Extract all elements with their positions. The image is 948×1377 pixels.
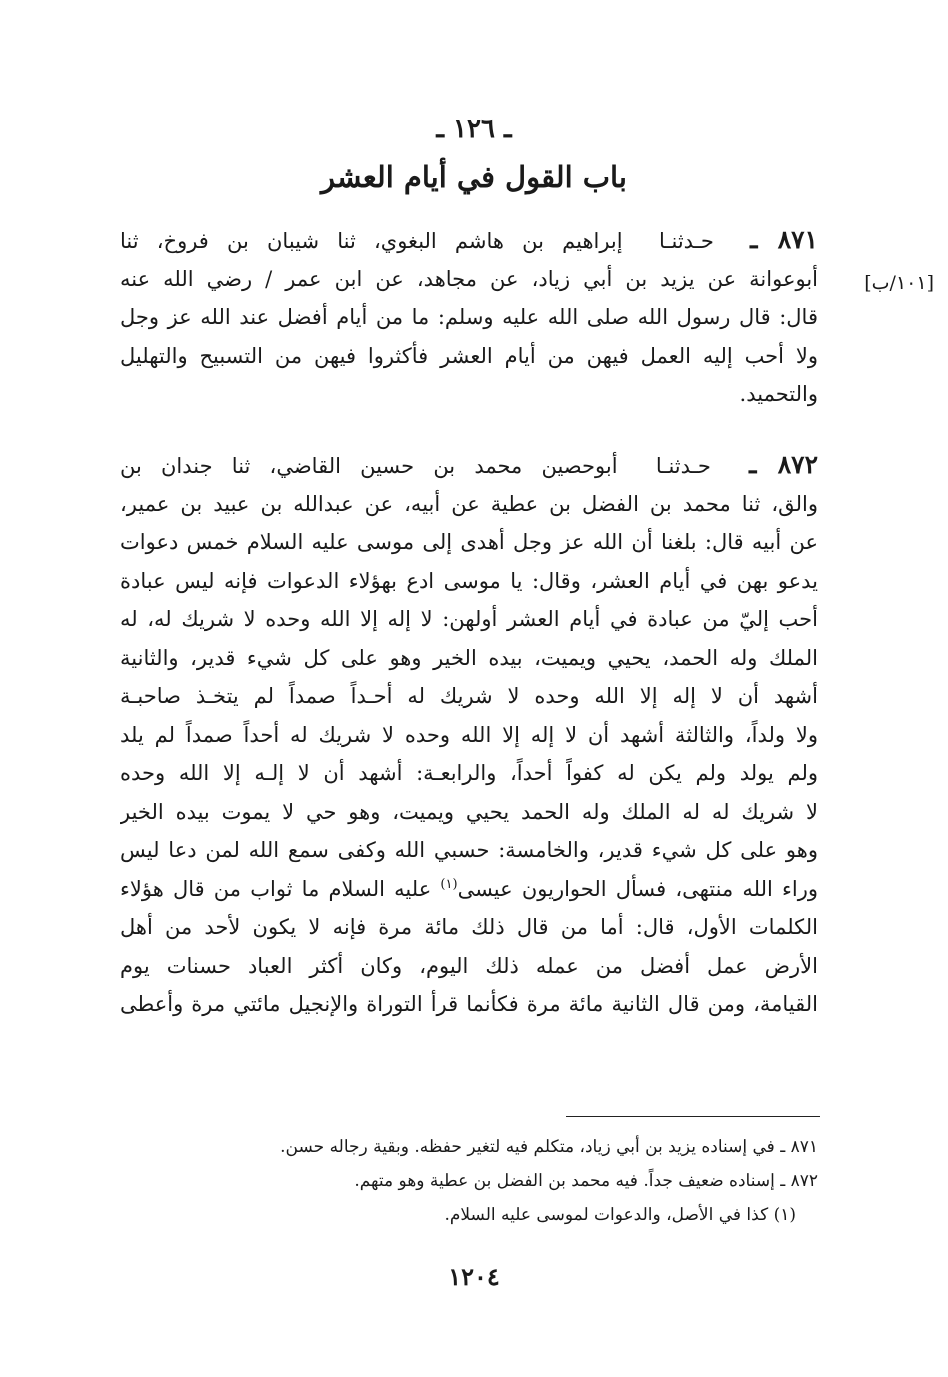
footnote-marker[interactable]: (١): [440, 876, 458, 892]
hadith-871-number: ٨٧١ ـ: [750, 225, 818, 254]
hadith-872-line-1: [120, 446, 818, 485]
hadith-872-line-15: القيامة، ومن قال الثانية مائة مرة فكأنما قرأ التوراة والإنجيل مائتي مرة وأعطى: [120, 992, 818, 1016]
hadith-871: [120, 221, 818, 414]
hadith-872-line-6: الملك وله الحمد، يحيي ويميت، بيده الخير وهو على كل شيء قدير، والثانية: [120, 645, 818, 670]
hadith-872-line-2: والق، ثنا محمد بن الفضل بن عطية عن أبيه، عن عبدالله بن عبيد بن عمير،: [120, 491, 818, 516]
hadith-871-line-4: ولا أحب إليه العمل فيهن من أيام العشر فأكثروا فيهن من التسبيح والتهليل: [120, 343, 818, 368]
hadith-872-line-5: أحب إليّ من عبادة في أيام العشر أولهن: لا إله إلا الله وحده لا شريك له، له: [120, 607, 818, 631]
footnote-1: (١) كذا في الأصل، والدعوات لموسى عليه السلام.: [444, 1205, 796, 1225]
section-number: ـ ١٢٦ ـ: [436, 114, 512, 144]
hadith-871-line-2: أبوعوانة عن يزيد بن أبي زياد، عن مجاهد، عن ابن عمر / رضي الله عنه: [120, 266, 818, 291]
hadith-872-line-1-text: أبوحصين محمد بن حسين القاضي، ثنا جندان بن: [120, 454, 618, 478]
hadith-872-line-13: الكلمات الأول، قال: أما من قال ذلك مائة مرة فإنه لا يكون لأحد من أهل: [120, 915, 818, 939]
hadith-872-line-12-text: وراء الله منتهى، فسأل الحواريون عيسى: [457, 876, 818, 901]
footnote-separator: [566, 1116, 820, 1117]
hadith-871-line-1-text: إبراهيم بن هاشم البغوي، ثنا شيبان بن فروخ، ثنا: [120, 229, 623, 253]
hadith-872-number: ٨٧٢ ـ: [749, 450, 818, 479]
footnotes: [150, 1130, 818, 1232]
hadith-871-haddathana: حـدثنـا: [658, 229, 714, 253]
hadith-872-line-11: وهو على كل شيء قدير، والخامسة: حسبي الله وكفى سمع الله لمن دعا ليس: [120, 838, 818, 862]
footnote-871: ٨٧١ ـ في إسناده يزيد بن أبي زياد، متكلم فيه لتغير حفظه. وبقية رجاله حسن.: [280, 1137, 818, 1157]
footnote-872: ٨٧٢ ـ إسناده ضعيف جداً. فيه محمد بن الفضل بن عطية وهو متهم.: [354, 1171, 818, 1191]
chapter-title: باب القول في أيام العشر: [321, 160, 627, 194]
hadith-871-line-3: قال: قال رسول الله صلى الله عليه وسلم: ما من أيام أفضل عند الله عز وجل: [120, 305, 818, 329]
hadith-872: [120, 446, 818, 1024]
hadith-872-line-12: [120, 870, 818, 909]
hadith-872-haddathana: حـدثنـا: [655, 454, 711, 478]
hadith-872-line-9: ولم يولد ولم يكن له كفواً أحداً، والرابعـة: أشهد أن لا إلـه إلا الله وحده: [120, 761, 818, 785]
hadith-872-line-14: الأرض عمل أفضل من عمله ذلك اليوم، وكان أكثر العباد حسنات يوم: [120, 953, 818, 978]
hadith-872-line-10: لا شريك له له الملك وله الحمد يحيي ويميت، وهو حي لا يموت بيده الخير: [120, 799, 818, 824]
hadith-871-line-5: والتحميد.: [739, 382, 818, 406]
manuscript-folio-marker: [١٠١/ب]: [864, 272, 934, 294]
hadith-872-line-3: عن أبيه قال: بلغنا أن الله عز وجل أهدى إلى موسى عليه السلام خمس دعوات: [120, 530, 818, 554]
hadith-872-line-7: أشهد أن لا إله إلا الله وحده لا شريك له أحـداً صمداً لم يتخـذ صاحبـة: [120, 684, 818, 708]
hadith-872-line-12-rest: عليه السلام ما ثواب من قال هؤلاء: [120, 876, 432, 901]
hadith-872-line-4: يدعو بهن في أيام العشر، وقال: يا موسى ادع بهؤلاء الدعوات فإنه ليس عبادة: [120, 568, 818, 593]
hadith-871-line-1: [120, 221, 818, 260]
hadith-872-line-8: ولا ولداً، والثالثة أشهد أن لا إله إلا الله وحده لا شريك له أحداً صمداً لم يلد: [120, 722, 818, 747]
page-number: ١٢٠٤: [448, 1262, 500, 1291]
